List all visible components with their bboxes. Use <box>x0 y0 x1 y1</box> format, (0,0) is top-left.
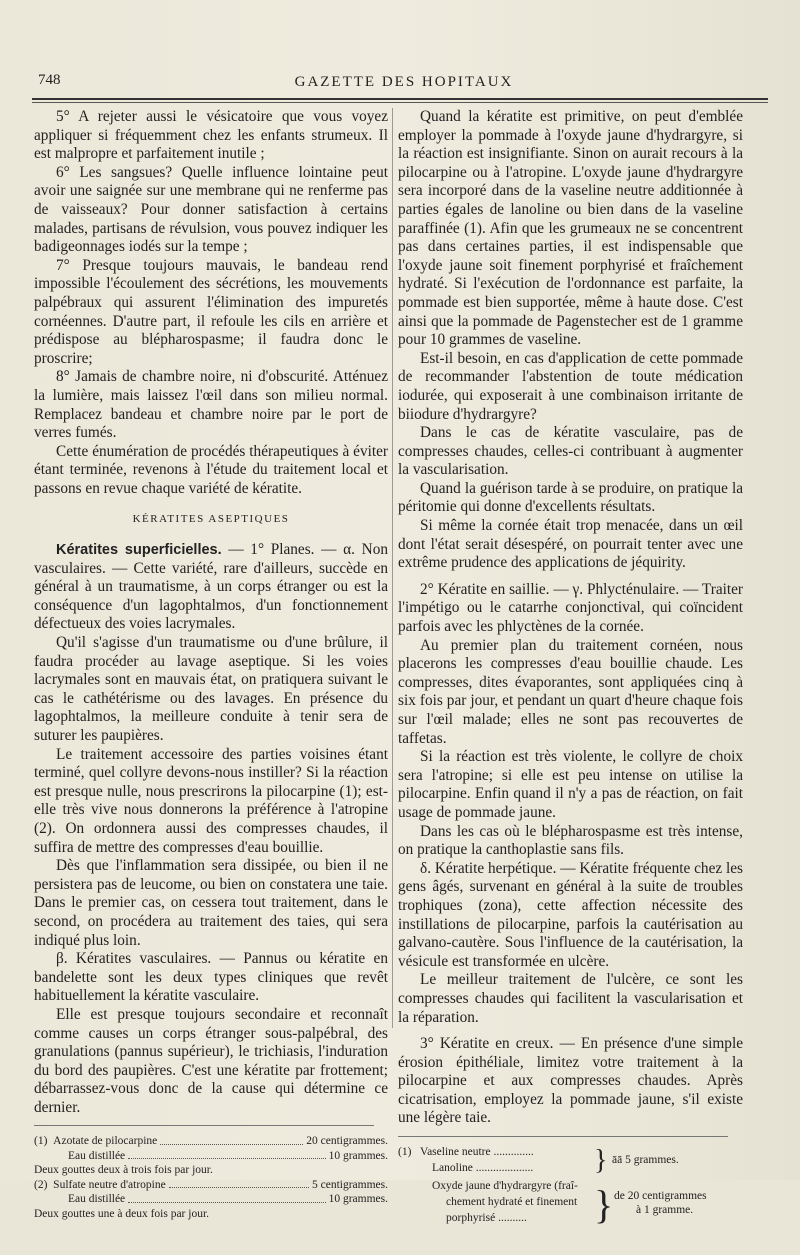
paragraph: 7° Presque toujours mauvais, le bandeau rend impossible l'écoulement des sécrétions, les mouvements palpébraux qui assurent l'élimination des impuretés cornéennes. D'autre part, il refoule les cils en arrière et prédispose au blépharospasme; il faudra donc le proscrire; <box>34 256 388 367</box>
paragraph: Cette énumération de procédés thérapeutiques à éviter étant terminée, revenons à l'étude du traitement local et passons en revue chaque variété de kératite. <box>34 442 388 497</box>
footnote-item: Sulfate neutre d'atropine <box>53 1178 166 1191</box>
footnote-item: Eau distillée <box>68 1149 126 1162</box>
footnote-line <box>34 1192 388 1207</box>
footnote-item: Eau distillée <box>68 1193 126 1206</box>
paragraph: Au premier plan du traitement cornéen, nous placerons les compresses d'eau bouillie chaude. Les compresses, dites évaporantes, sont appliquées cinq à six fois par jour, et pendant un quart d'heure chaque fois sur l'œil malade; elles ne sont pas recouvertes de taffetas. <box>398 636 743 747</box>
paragraph: Dès que l'inflammation sera dissipée, ou bien il ne persistera pas de leucome, ou bien on constatera une taie. Dans le premier cas, on cessera tout traitement, dans le second, on procédera au traitement des taies, qui sera indiqué plus loin. <box>34 857 388 949</box>
running-title: GAZETTE DES HOPITAUX <box>294 74 514 90</box>
subsection-heading: Kératites superficielles. <box>56 542 222 559</box>
paragraph: 2° Kératite en saillie. — γ. Phlycténulaire. — Traiter l'impétigo ou le catarrhe conjonctival, qui coïncident parfois avec les phlyctènes de la cornée. <box>398 580 743 636</box>
paragraph: Qu'il s'agisse d'un traumatisme ou d'une brûlure, il faudra procéder au lavage aseptique. Si les voies lacrymales sont en mauvais état, on pratiquera suivant le cas le cathétérisme ou des lavages. En présence du lagophtalmos, la meilleure conduite à tenir sera de suturer les paupières. <box>34 634 388 744</box>
header-rule-thin <box>32 102 768 103</box>
footnote-quantity: 10 grammes. <box>328 1193 388 1206</box>
footnote-label: (1) <box>398 1146 412 1159</box>
paragraph: β. Kératites vasculaires. — Pannus ou kératite en bandelette sont les deux types cliniques que revêt habituellement la kératite vasculaire. <box>34 950 388 1005</box>
footnote-rule <box>398 1136 728 1137</box>
paragraph: 6° Les sangsues? Quelle influence lointaine peut avoir une saignée sur une membrane qui ne renferme pas de vaisseaux? Pour donner satisfaction à certains malades, partisans de révulsion, vous pouvez indiquer les badigeonnages iodés sur la tempe ; <box>34 163 388 256</box>
footnote-quantity: 20 centigrammes. <box>306 1135 388 1148</box>
footnote-item: porphyrisé <box>446 1212 496 1225</box>
footnote-rule <box>34 1125 374 1126</box>
leader-dots <box>128 1192 325 1203</box>
leader-dots <box>160 1134 303 1145</box>
footnote-label: (1) <box>34 1135 48 1148</box>
paragraph: Le meilleur traitement de l'ulcère, ce sont les compresses chaudes qui facilitent la vascularisation et la réparation. <box>398 971 743 1026</box>
left-column <box>34 108 388 1221</box>
footnote-quantity: āā 5 grammes. <box>612 1154 679 1167</box>
paragraph: Elle est presque toujours secondaire et reconnaît comme causes un corps étranger sous-palpébral, des granulations (pannus supérieur), le trichiasis, l'induration du bord des paupières. C'est une kératite par frottement; débarrassez-vous donc de la cause qui détermine ce dernier. <box>34 1005 388 1116</box>
footnote-item: Vaseline neutre <box>420 1146 491 1159</box>
footnote-quantity: à 1 gramme. <box>636 1204 694 1217</box>
paragraph-text: — 1° Planes. — α. Non vasculaires. — Cette variété, rare d'ailleurs, succède en général à un traumatisme, à un corps étranger ou est la conséquence d'un lagophtalmos, d'un fonctionnement défectueux des voies lacrymales. <box>34 541 388 633</box>
page-number: 748 <box>38 72 61 88</box>
footnote-item: Azotate de pilocarpine <box>53 1135 158 1148</box>
footnote-item: chement hydraté et finement <box>446 1196 578 1209</box>
footnotes <box>34 1134 388 1221</box>
brace: } <box>594 1182 614 1228</box>
section-heading: KÉRATITES ASEPTIQUES <box>132 513 290 526</box>
paragraph: Dans les cas où le blépharospasme est très intense, on pratique la canthoplastie sans fils. <box>398 822 743 859</box>
footnote-line <box>34 1149 388 1164</box>
leader-dots <box>128 1149 325 1160</box>
footnote-line <box>34 1134 388 1149</box>
footnote-quantity: 10 grammes. <box>328 1149 388 1162</box>
footnotes: (1) Vaseline neutre .............. Lanoline .................... } āā 5 grammes. Oxyde jaune d'hydrargyre (fraî- chement hydraté et finement porphyrisé .......... } de 20 centigrammes à 1 gramme. <box>398 1145 707 1228</box>
right-column <box>398 108 743 1255</box>
paragraph: Le traitement accessoire des parties voisines étant terminé, quel collyre devons-nous instiller? Si la réaction est presque nulle, nous prescrirons la pilocarpine (1); est-elle très vive nous donnerons la préférence à l'atropine (2). On ordonnera aussi des compresses chaudes, il suffira de mettre des compresses d'eau bouillie. <box>34 745 388 856</box>
page-header <box>38 72 770 96</box>
header-rule <box>32 98 768 100</box>
column-separator <box>392 108 393 1028</box>
footnote-label: (2) <box>34 1178 48 1191</box>
paragraph <box>34 541 388 634</box>
paragraph: Si même la cornée était trop menacée, dans un œil dont l'état serait désespéré, on pourrait tenter avec une extrême prudence des applications de jéquirity. <box>398 517 743 572</box>
paragraph: Dans le cas de kératite vasculaire, pas de compresses chaudes, celles-ci contribuant à augmenter la vascularisation. <box>398 424 743 479</box>
paragraph: Si la réaction est très violente, le collyre de choix sera l'atropine; si elle est peu intense on utilise la pilocarpine. Enfin quand il n'y a pas de réaction, on fait usage de pommade jaune. <box>398 748 743 821</box>
paragraph: δ. Kératite herpétique. — Kératite fréquente chez les gens âgés, survenant en général à la suite de troubles trophiques (zona), cette affection nécessite des instillations de pilocarpine, parfois la cautérisation au galvano-cautère. Sous l'influence de la cautérisation, la vésicule est transformée en ulcère. <box>398 859 743 970</box>
paragraph: 5° A rejeter aussi le vésicatoire que vous voyez appliquer si fréquemment chez les enfants strumeux. Il est malpropre et parfaitement inutile ; <box>34 108 388 163</box>
footnote-item: Lanoline <box>432 1162 473 1175</box>
footnote-note: Deux gouttes deux à trois fois par jour. <box>34 1164 213 1177</box>
paragraph: Quand la kératite est primitive, on peut d'emblée employer la pommade à l'oxyde jaune d'hydrargyre, si la réaction est insignifiante. Sinon on aurait recours à la pilocarpine ou à l'atropine. L'oxyde jaune d'hydrargyre sera incorporé dans de la vaseline neutre additionnée à parties égales de lanoline ou bien dans de la vaseline paraffinée (1). Afin que les grumeaux ne se concentrent pas dans certaines parties, il est indispensable que l'oxyde jaune soit finement porphyrisé et fraîchement hydraté. Si l'exécution de l'ordonnance est parfaite, la pommade est bien supportée, même à haute dose. C'est ainsi que la pommade de Pagenstecher est de 1 gramme pour 10 grammes de vaseline. <box>398 108 743 349</box>
paragraph: 8° Jamais de chambre noire, ni d'obscurité. Atténuez la lumière, mais laissez l'œil dans son milieu normal. Remplacez bandeau et chambre noire par le port de verres fumés. <box>34 368 388 442</box>
paragraph: 3° Kératite en creux. — En présence d'une simple érosion épithéliale, limitez votre traitement à la pilocarpine et aux compresses chaudes. Après cicatrisation, employez la pommade jaune, s'il existe une légère taie. <box>398 1035 743 1127</box>
footnote-item: Oxyde jaune d'hydrargyre (fraî- <box>432 1180 578 1193</box>
brace: } <box>594 1145 608 1177</box>
footnote-quantity: 5 centigrammes. <box>311 1178 388 1191</box>
footnote-quantity: de 20 centigrammes <box>614 1190 707 1203</box>
paragraph: Est-il besoin, en cas d'application de cette pommade de recommander l'abstention de toute médication iodurée, qui exposerait à une combinaison irritante de biiodure d'hydrargyre? <box>398 349 743 423</box>
paragraph: Quand la guérison tarde à se produire, on pratique la péritomie qui donne d'excellents résultats. <box>398 479 743 516</box>
footnote-line <box>34 1178 388 1193</box>
footnote-note: Deux gouttes une à deux fois par jour. <box>34 1207 210 1220</box>
